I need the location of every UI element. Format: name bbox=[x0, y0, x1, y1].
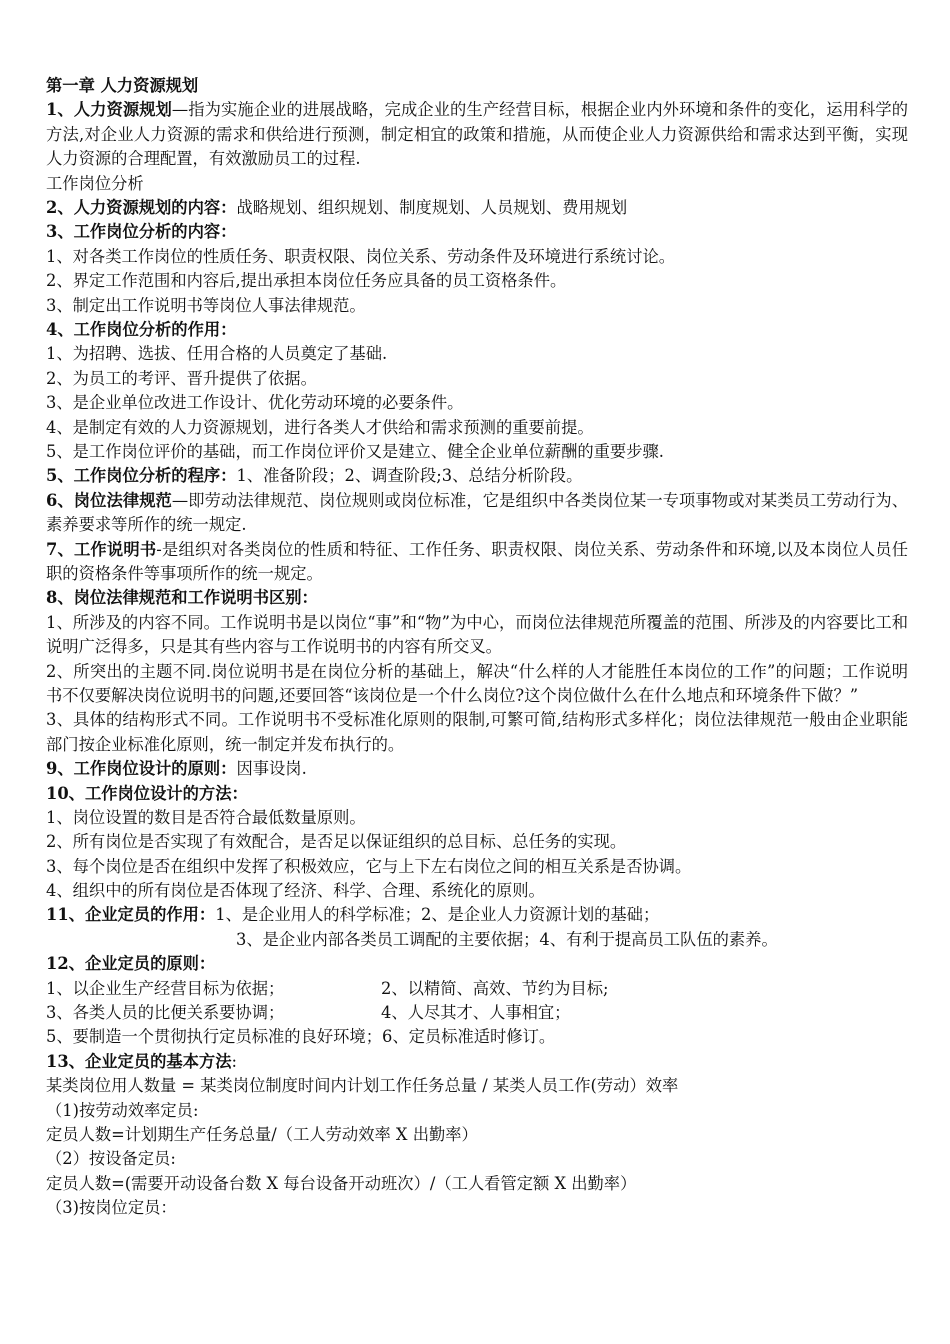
section-9 bbox=[46, 757, 908, 781]
section-1-body: —指为实施企业的进展战略，完成企业的生产经营目标，根据企业内外环境和条件的变化，运用科学的方法,对企业人力资源的需求和供给进行预测，制定相宜的政策和措施，从而使企业人力资源供给和需求达到平衡，实现人力资源的合理配置，有效激励员工的过程. bbox=[46, 100, 908, 169]
section-7-heading: 7、工作说明书 bbox=[46, 539, 157, 559]
section-12-item: 2、以精简、高效、节约为目标; bbox=[381, 978, 609, 998]
section-4-item: 4、是制定有效的人力资源规划，进行各类人才供给和需求预测的重要前提。 bbox=[46, 417, 594, 437]
section-7 bbox=[46, 538, 908, 587]
section-8-heading: 8、岗位法律规范和工作说明书区别： bbox=[46, 588, 318, 608]
section-6-heading: 6、岗位法律规范 bbox=[46, 490, 172, 510]
section-5-heading: 5、工作岗位分析的程序： bbox=[46, 466, 237, 486]
section-2-heading: 2、人力资源规划的内容： bbox=[46, 198, 237, 217]
chapter-title: 第一章 人力资源规划 bbox=[46, 76, 199, 95]
section-1-heading: 1、人力资源规划 bbox=[46, 100, 172, 120]
document-page bbox=[46, 74, 908, 1221]
section-13-heading-line bbox=[46, 1050, 908, 1074]
method-2-formula: 定员人数=(需要开动设备台数 X 每台设备开动班次）/（工人看管定额 X 出勤率） bbox=[46, 1173, 637, 1193]
section-6 bbox=[46, 489, 908, 538]
section-1 bbox=[46, 98, 908, 171]
section-4-heading: 4、工作岗位分析的作用： bbox=[46, 319, 237, 339]
section-13-formula: 某类岗位用人数量 = 某类岗位制度时间内计划工作任务总量 / 某类人员工作(劳动）效率 bbox=[46, 1076, 679, 1096]
section-12-row bbox=[46, 977, 908, 1001]
section-10-item: 2、所有岗位是否实现了有效配合，是否足以保证组织的总目标、总任务的实现。 bbox=[46, 832, 627, 852]
section-6-body: —即劳动法律规范、岗位规则或岗位标准，它是组织中各类岗位某一专项事物或对某类员工劳动行为、素养要求等所作的统一规定. bbox=[46, 490, 908, 535]
section-4-item: 3、是企业单位改进工作设计、优化劳动环境的必要条件。 bbox=[46, 393, 464, 413]
section-3-item: 1、对各类工作岗位的性质任务、职责权限、岗位关系、劳动条件及环境进行系统讨论。 bbox=[46, 246, 676, 266]
section-5 bbox=[46, 464, 908, 488]
section-12-heading: 12、企业定员的原则： bbox=[46, 954, 216, 974]
section-10-item: 4、组织中的所有岗位是否体现了经济、科学、合理、系统化的原则。 bbox=[46, 881, 545, 901]
section-8-item: 3、具体的结构形式不同。工作说明书不受标准化原则的限制,可繁可简,结构形式多样化；岗位法律规范一般由企业职能部门按企业标准化原则，统一制定并发布执行的。 bbox=[46, 710, 908, 754]
section-2 bbox=[46, 196, 908, 220]
section-3-item: 2、界定工作范围和内容后,提出承担本岗位任务应具备的员工资格条件。 bbox=[46, 271, 567, 291]
section-4-item: 2、为员工的考评、晋升提供了依据。 bbox=[46, 368, 317, 388]
method-3-label: （3)按岗位定员： bbox=[46, 1198, 177, 1218]
section-10-item: 3、每个岗位是否在组织中发挥了积极效应，它与上下左右岗位之间的相互关系是否协调。 bbox=[46, 856, 692, 876]
section-label: 工作岗位分析 bbox=[46, 173, 144, 193]
section-10-item: 1、岗位设置的数目是否符合最低数量原则。 bbox=[46, 807, 366, 827]
method-1-label: （1)按劳动效率定员: bbox=[46, 1100, 199, 1120]
section-3-item: 3、制定出工作说明书等岗位人事法律规范。 bbox=[46, 295, 366, 315]
section-12-item: 1、以企业生产经营目标为依据； bbox=[46, 978, 285, 998]
section-12-item: 3、各类人员的比便关系要协调； bbox=[46, 1003, 285, 1023]
section-3-heading: 3、工作岗位分析的内容： bbox=[46, 222, 237, 242]
method-1-formula: 定员人数=计划期生产任务总量/（工人劳动效率 X 出勤率） bbox=[46, 1125, 478, 1144]
section-11 bbox=[46, 903, 908, 927]
section-11-line-1: 1、是企业用人的科学标准；2、是企业人力资源计划的基础； bbox=[215, 905, 660, 925]
method-2-label: （2）按设备定员: bbox=[46, 1149, 176, 1169]
section-9-body: 因事设岗. bbox=[236, 759, 307, 779]
section-10-heading: 10、工作岗位设计的方法： bbox=[46, 783, 248, 803]
section-4-item: 5、是工作岗位评价的基础，而工作岗位评价又是建立、健全企业单位薪酬的重要步骤. bbox=[46, 441, 664, 461]
section-7-body: -是组织对各类岗位的性质和特征、工作任务、职责权限、岗位关系、劳动条件和环境,以及本岗位人员任职的资格条件等事项所作的统一规定。 bbox=[46, 539, 908, 583]
section-11-line-2: 3、是企业内部各类员工调配的主要依据；4、有利于提高员工队伍的素养。 bbox=[236, 929, 778, 949]
section-5-body: 1、准备阶段；2、调查阶段;3、总结分析阶段。 bbox=[236, 466, 583, 486]
section-9-heading: 9、工作岗位设计的原则： bbox=[46, 759, 237, 779]
section-8-item: 1、所涉及的内容不同。工作说明书是以岗位“事”和“物”为中心，而岗位法律规范所覆盖的范围、所涉及的内容要比工和说明广泛得多，只是其有些内容与工作说明书的内容有所交叉。 bbox=[46, 612, 908, 657]
section-2-body: 战略规划、组织规划、制度规划、人员规划、费用规划 bbox=[236, 198, 628, 217]
section-4-item: 1、为招聘、选拔、任用合格的人员奠定了基础. bbox=[46, 344, 388, 364]
section-13-heading-colon: : bbox=[231, 1051, 237, 1071]
section-12-item: 4、人尽其才、人事相宜； bbox=[381, 1003, 571, 1023]
section-12-item: 5、要制造一个贯彻执行定员标准的良好环境；6、定员标准适时修订。 bbox=[46, 1027, 556, 1047]
section-11-heading: 11、企业定员的作用： bbox=[46, 905, 216, 925]
section-8-item: 2、所突出的主题不同.岗位说明书是在岗位分析的基础上，解决“什么样的人才能胜任本岗位的工作”的问题；工作说明书不仅要解决岗位说明书的问题,还要回答“该岗位是一个什么岗位?这个岗位做什么在什么地点和环境条件下做？” bbox=[46, 661, 908, 705]
section-13-heading: 13、企业定员的基本方法 bbox=[46, 1051, 232, 1071]
section-12-row bbox=[46, 1001, 908, 1025]
